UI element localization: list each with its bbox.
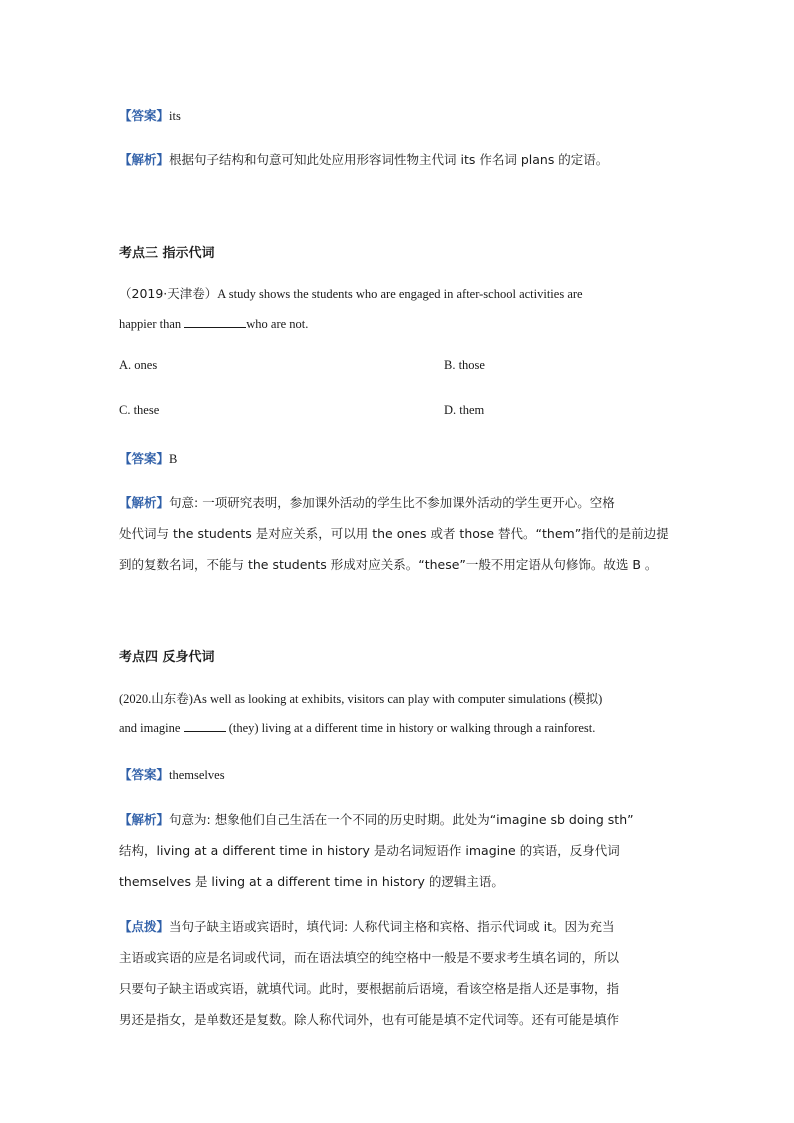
analysis-tag: 【解析】 [119, 495, 170, 510]
question-line-1: (2020.山东卷)As well as looking at exhibits, visitors can play with computer simulations (模拟) [119, 692, 603, 706]
tip-line-3: 只要句子缺主语或宾语，就填代词。此时，要根据前后语境，看该空格是指人还是事物，指 [119, 981, 620, 996]
question-text-pre: happier than [119, 317, 185, 331]
analysis-line-2: 处代词与 the students 是对应关系，可以用 the ones 或者 those 替代。“them”指代的是前边提 [119, 526, 669, 541]
answer-line [119, 449, 177, 467]
analysis-tag: 【解析】 [119, 812, 170, 827]
answer-tag: 【答案】 [119, 767, 170, 782]
answer-line [119, 106, 181, 124]
question-text-pre: and imagine [119, 721, 184, 735]
answer-tag: 【答案】 [119, 451, 170, 466]
analysis-tag: 【解析】 [119, 152, 170, 167]
analysis-line-3: 到的复数名词，不能与 the students 形成对应关系。“these”一般不用定语从句修饰。故选 B 。 [119, 557, 658, 572]
answer-blank [184, 719, 226, 732]
answer-value: its [169, 109, 181, 123]
tip-text: 当句子缺主语或宾语时，填代词: 人称代词主格和宾格、指示代词或 it。因为充当 [169, 919, 615, 934]
analysis-line-2: 结构，living at a different time in history 是动名词短语作 imagine 的宾语，反身代词 [119, 843, 620, 858]
question-line-2 [119, 719, 595, 736]
analysis-text: 句意: 一项研究表明，参加课外活动的学生比不参加课外活动的学生更开心。空格 [169, 495, 615, 510]
answer-tag: 【答案】 [119, 108, 170, 123]
analysis-line-1 [119, 493, 615, 511]
tip-tag: 【点拨】 [119, 919, 170, 934]
analysis-text: 句意为: 想象他们自己生活在一个不同的历史时期。此处为“imagine sb doing sth” [169, 812, 634, 827]
answer-line [119, 765, 225, 783]
option-a: A. ones [119, 358, 158, 372]
section-heading: 考点三 指示代词 [119, 246, 215, 261]
analysis-line-1 [119, 810, 634, 828]
option-c: C. these [119, 403, 160, 417]
analysis-text: 根据句子结构和句意可知此处应用形容词性物主代词 its 作名词 plans 的定语。 [169, 152, 609, 167]
question-source: （2019·天津卷） [119, 286, 218, 301]
tip-line-4: 男还是指女，是单数还是复数。除人称代词外，也有可能是填不定代词等。还有可能是填作 [119, 1012, 620, 1027]
tip-line-1 [119, 917, 615, 935]
question-text-post: who are not. [246, 317, 309, 331]
answer-value: themselves [169, 768, 225, 782]
answer-blank [184, 315, 246, 328]
question-text-post: (they) living at a different time in history or walking through a rainforest. [225, 721, 596, 735]
option-b: B. those [444, 358, 485, 372]
question-text: A study shows the students who are engaged in after-school activities are [217, 287, 583, 301]
question-line-1 [119, 284, 583, 302]
option-d: D. them [444, 403, 485, 417]
question-line-2 [119, 315, 308, 332]
section-heading: 考点四 反身代词 [119, 650, 215, 665]
answer-value: B [169, 452, 178, 466]
analysis-line-3: themselves 是 living at a different time in history 的逻辑主语。 [119, 874, 504, 889]
analysis-line [119, 150, 608, 168]
tip-line-2: 主语或宾语的应是名词或代词，而在语法填空的纯空格中一般是不要求考生填名词的，所以 [119, 950, 620, 965]
